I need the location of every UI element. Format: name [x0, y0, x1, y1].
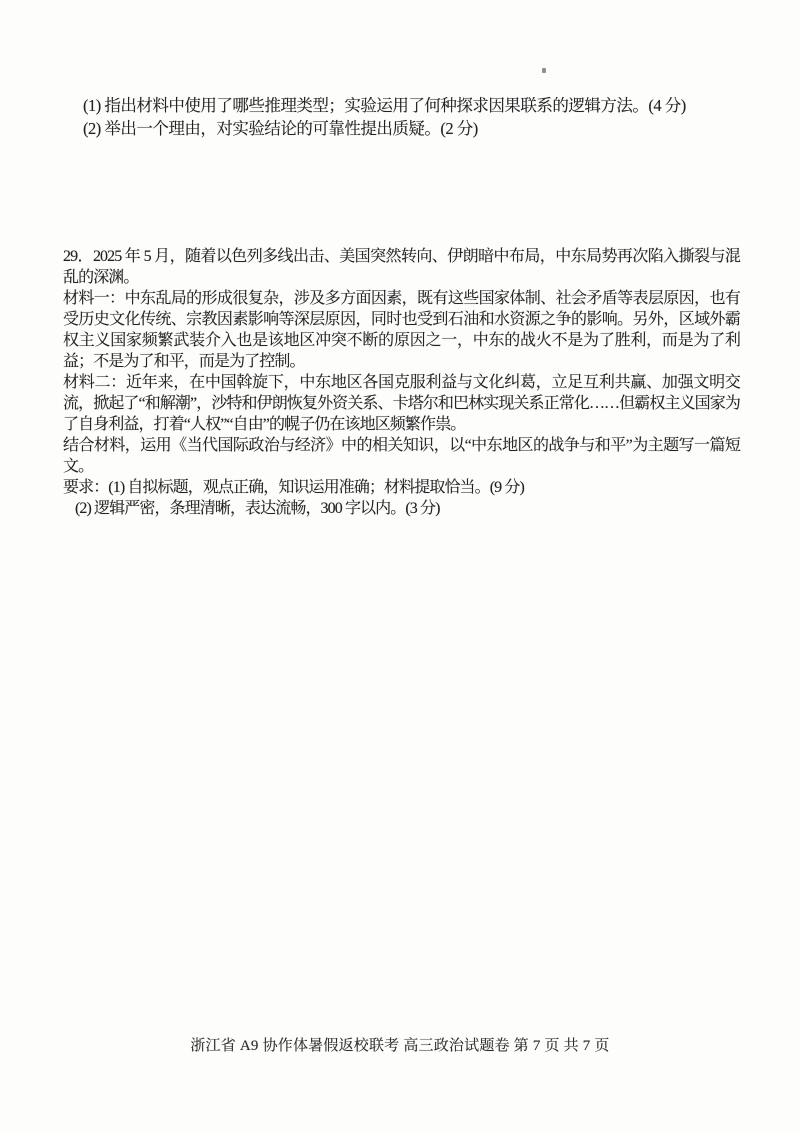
- question-28-subquestion-1: (1) 指出材料中使用了哪些推理类型；实验运用了何种探求因果联系的逻辑方法。(4 分): [83, 96, 686, 115]
- question-28-subquestions: [63, 94, 740, 140]
- page-footer: [0, 1036, 800, 1056]
- page-footer-text: 浙江省 A9 协作体暑假返校联考 高三政治试题卷 第 7 页 共 7 页: [190, 1038, 610, 1054]
- question-29-task: 结合材料，运用《当代国际政治与经济》中的相关知识，以“中东地区的战争与和平”为主题写一篇短文。: [63, 437, 740, 475]
- question-29-intro: 29．2025 年 5 月，随着以色列多线出击、美国突然转向、伊朗暗中布局，中东局势再次陷入撕裂与混乱的深渊。: [63, 248, 740, 286]
- question-29-requirement-2: (2) 逻辑严密，条理清晰，表达流畅，300 字以内。(3 分): [75, 500, 440, 517]
- question-29-material-2: 材料二：近年来，在中国斡旋下，中东地区各国克服利益与文化纠葛，立足互利共赢、加强文明交流，掀起了“和解潮”，沙特和伊朗恢复外资关系、卡塔尔和巴林实现关系正常化……但霸权主义国家为了自身利益，打着“人权”“自由”的幌子仍在该地区频繁作祟。: [63, 374, 740, 433]
- question-29: [63, 246, 740, 519]
- scan-artifact-dot: [542, 68, 546, 73]
- question-28-subquestion-2: (2) 举出一个理由，对实验结论的可靠性提出质疑。(2 分): [83, 119, 478, 138]
- question-29-requirement-1: 要求：(1) 自拟标题，观点正确，知识运用准确；材料提取恰当。(9 分): [63, 479, 524, 496]
- question-29-material-1: 材料一：中东乱局的形成很复杂，涉及多方面因素，既有这些国家体制、社会矛盾等表层原因，也有受历史文化传统、宗教因素影响等深层原因，同时也受到石油和水资源之争的影响。另外，区域外霸权主义国家频繁武装介入也是该地区冲突不断的原因之一，中东的战火不是为了胜利，而是为了利益；不是为了和平，而是为了控制。: [63, 290, 740, 370]
